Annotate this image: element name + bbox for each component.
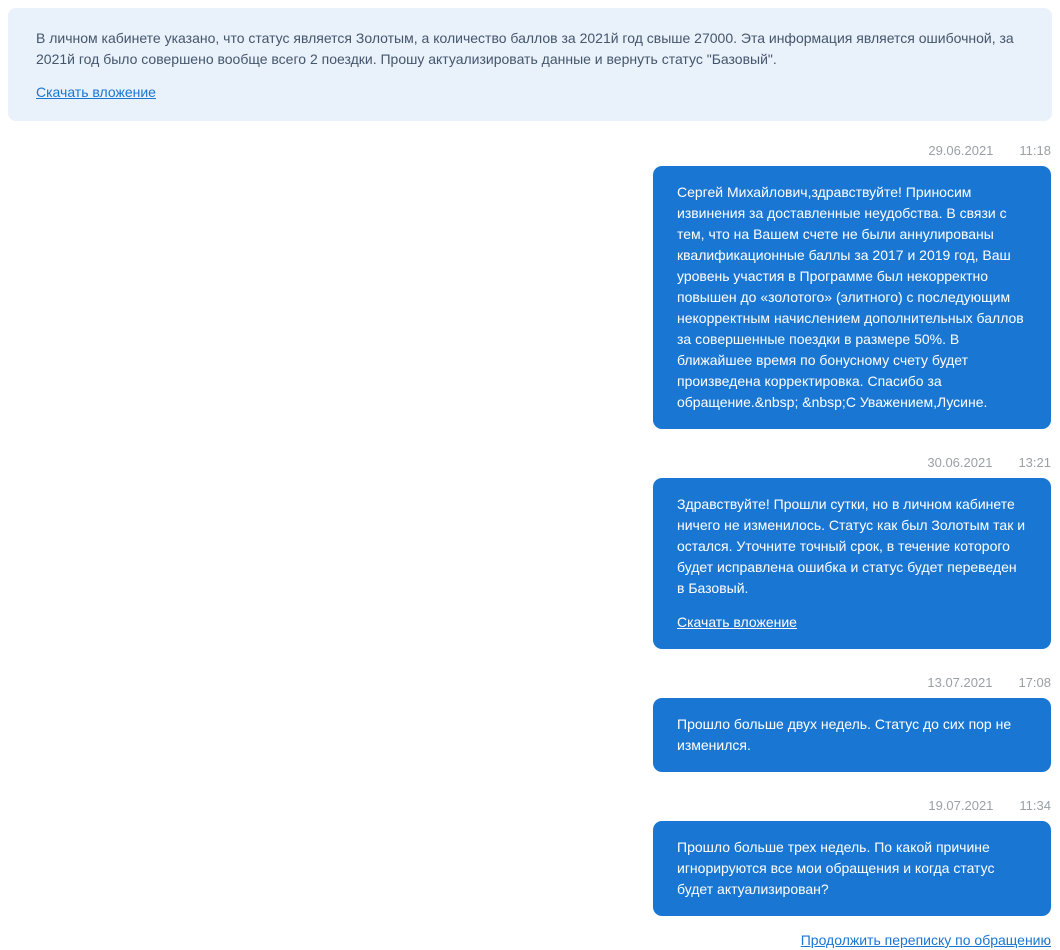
- message-bubble: [653, 821, 1051, 916]
- message-date: 30.06.2021: [927, 455, 993, 470]
- message-thread: [653, 143, 1051, 916]
- message-bubble: [653, 166, 1051, 429]
- initial-request-text: В личном кабинете указано, что статус является Золотым, а количество баллов за 2021й год свыше 27000. Эта информация является ошибочной, за 2021й год было совершено вообще всего 2 поездки. Прошу актуализировать данные и вернуть статус "Базовый".: [36, 30, 1014, 67]
- message-time: 17:08: [1018, 675, 1051, 690]
- message-meta: [653, 455, 1051, 470]
- message-bubble: [653, 698, 1051, 772]
- message-meta: [653, 675, 1051, 690]
- thread-footer: [0, 932, 1051, 950]
- continue-conversation-link[interactable]: Продолжить переписку по обращению: [800, 932, 1051, 948]
- message-download-attachment-link[interactable]: Скачать вложение: [677, 614, 797, 630]
- message: [653, 455, 1051, 649]
- message-text: Прошло больше трех недель. По какой причине игнорируются все мои обращения и когда статус будет актуализирован?: [677, 839, 995, 897]
- message-text: Прошло больше двух недель. Статус до сих пор не изменился.: [677, 716, 1012, 753]
- banner-download-attachment-link[interactable]: Скачать вложение: [36, 84, 156, 100]
- message: [653, 675, 1051, 772]
- message-meta: [653, 798, 1051, 813]
- message-text: Сергей Михайлович,здравствуйте! Приносим извинения за доставленные неудобства. В связи с тем, что на Вашем счете не были аннулированы квалификационные баллы за 2017 и 2019 год, Ваш уровень участия в Программе был некорректно повышен до «золотого» (элитного) с последующим некорректным начислением дополнительных баллов за совершенные поездки в размере 50%. В ближайшее время по бонусному счету будет произведена корректировка. Спасибо за обращение.&nbsp; &nbsp;С Уважением,Лусине.: [677, 184, 1024, 410]
- message-meta: [653, 143, 1051, 158]
- message: [653, 143, 1051, 429]
- initial-request-banner: [8, 8, 1052, 121]
- message-bubble: [653, 478, 1051, 649]
- message-date: 29.06.2021: [928, 143, 994, 158]
- message: [653, 798, 1051, 916]
- message-date: 13.07.2021: [927, 675, 993, 690]
- message-time: 13:21: [1018, 455, 1051, 470]
- message-time: 11:18: [1019, 143, 1051, 158]
- message-time: 11:34: [1019, 798, 1051, 813]
- message-text: Здравствуйте! Прошли сутки, но в личном кабинете ничего не изменилось. Статус как был Золотым так и остался. Уточните точный срок, в течение которого будет исправлена ошибка и статус будет переведен в Базовый.: [677, 496, 1026, 596]
- message-date: 19.07.2021: [928, 798, 994, 813]
